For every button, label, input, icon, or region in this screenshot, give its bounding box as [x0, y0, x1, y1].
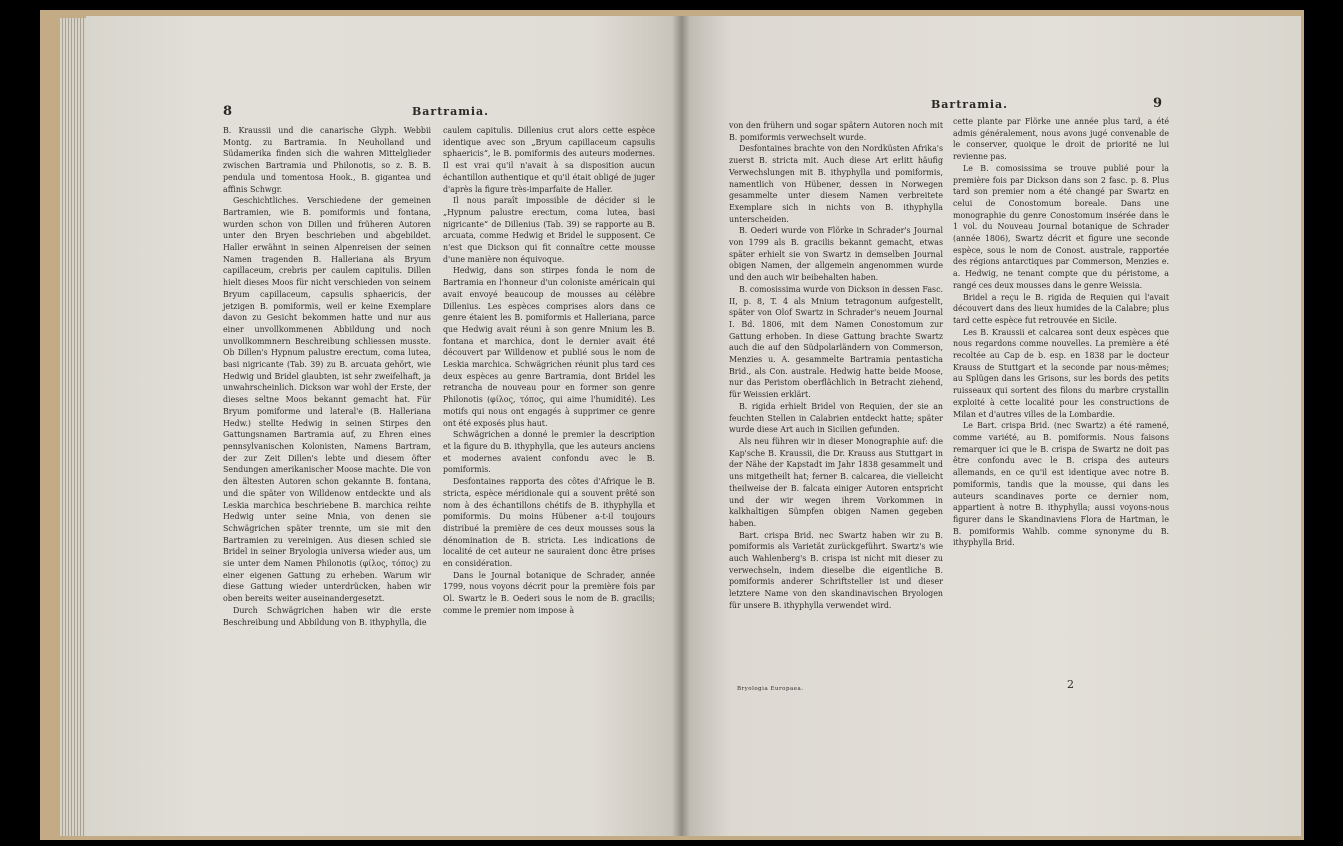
book-gutter: [672, 16, 690, 836]
paragraph: Dans le Journal botanique de Schrader, année 1799, nous voyons décrit pour la première fois par Ol. Swartz le B. Oederi sous le nom de B. gracilis; comme le premier nom impose à: [443, 570, 655, 615]
paragraph: Desfontaines brachte von den Nordküsten Afrika's zuerst B. stricta mit. Auch diese Art erlitt häufig Verwechslungen mit B. ithyphylla und pomiformis, namentlich von Hübener, dessen in Norwegen gesammelte unter diesem Namen verbreitete Exemplare sich in nichts von B. ithyphylla unterscheiden.: [729, 144, 943, 224]
signature-line: Bryologia Europaea.: [737, 686, 804, 692]
right-page: [681, 16, 1301, 836]
right-column-french: [443, 125, 655, 617]
paragraph: Bridel a reçu le B. rigida de Requien qui l'avait découvert dans des lieux humides de la Calabre; plus tard cette espèce fut retrouvée en Sicile.: [953, 292, 1169, 325]
left-page: [86, 16, 681, 836]
paragraph: Les B. Kraussii et calcarea sont deux espèces que nous regardons comme nouvelles. La première a été recoltée au Cap de b. esp. en 1838 par le docteur Krauss de Stuttgart et la seconde par nous-mêmes; au Splügen dans les Grisons, sur les bords des petits ruisseaux qui sortent des filons du marbre crystallin exploité à cette localité pour les constructions de Milan et d'autres villes de la Lombardie.: [953, 327, 1169, 419]
paragraph: Als neu führen wir in dieser Monographie auf: die Kap'sche B. Kraussii, die Dr. Krauss aus Stuttgart in der Nähe der Kapstadt im Jahr 1838 gesammelt und uns mitgetheilt hat; ferner B. calcarea, die vielleicht theilweise der B. falcata einiger Autoren entspricht und der wir wegen ihrem Vorkommen in kalkhaltigen Sümpfen obigen Namen gegeben haben.: [729, 436, 943, 528]
paragraph: Le Bart. crispa Brid. (nec Swartz) a été ramené, comme variété, au B. pomiformis. Nous faisons remarquer ici que le B. crispa de Swartz ne doit pas être confondu avec le B. crispa des auteurs allemands, en ce qu'il est identique avec notre B. pomiformis, tandis que la mousse, qui dans les auteurs scandinaves porte ce dernier nom, appartient à notre B. ithyphylla; aussi voyons-nous figurer dans le Skandinaviens Flora de Hartman, le B. pomiformis Wahlb. comme synonyme du B. ithyphylla Brid.: [953, 421, 1169, 548]
paragraph: cette plante par Flörke une année plus tard, a été admis généralement, nous avons jugé convenable de le conserver, quoique le droit de priorité ne lui revienne pas.: [953, 117, 1169, 162]
paragraph: Le B. comosissima se trouve publié pour la première fois par Dickson dans son 2 fasc. p. 8. Plus tard son premier nom a été changé par Swartz en celui de Conostomum boreale. Dans une monographie du genre Conostomum insérée dans le 1 vol. du Nouveau Journal botanique de Schrader (année 1806), Swartz décrit et figure une seconde espèce, sous le nom de Conost. australe, rapportée des régions antarctiques par Commerson, Menzies e. a. Hedwig, ne tenant compte que du péristome, a rangé ces deux mousses dans le genre Weissia.: [953, 163, 1169, 290]
paragraph: B. Oederi wurde von Flörke in Schrader's Journal von 1799 als B. gracilis bekannt gemacht, etwas später erhielt sie von Swartz in demselben Journal obigen Namen, der allgemein angenommen wurde und den auch wir beibehalten haben.: [729, 226, 943, 283]
right-column-french: [953, 116, 1169, 549]
paragraph: Desfontaines rapporta des côtes d'Afrique le B. stricta, espèce méridionale qui a souvent prêté son nom à des échantillons chétifs de B. ithyphylla et pomiformis. Du moins Hübener a-t-il toujours distribué la première de ces deux mousses sous la dénomination de B. stricta. Les indications de localité de cet auteur ne sauraient donc être prises en considération.: [443, 477, 655, 569]
left-column-german: [223, 125, 431, 628]
paragraph: B. comosissima wurde von Dickson in dessen Fasc. II, p. 8, T. 4 als Mnium tetragonum aufgestellt, später von Olof Swartz in Schrader's neuem Journal I. Bd. 1806, mit dem Namen Conostomum zur Gattung erhoben. In diese Gattung brachte Swartz auch die auf den Südpolarländern von Commerson, Menzies u. A. gesammelte Bartramia pentasticha Brid., als Con. australe. Hedwig hatte beide Moose, nur das Peristom oberflächlich in Betracht ziehend, für Weissien erklärt.: [729, 284, 943, 400]
running-head: Bartramia.: [412, 105, 489, 118]
paragraph: B. rigida erhielt Bridel von Requien, der sie an feuchten Stellen in Calabrien entdeckt hatte; später wurde diese Art auch in Sicilien gefunden.: [729, 401, 943, 435]
paragraph: Bart. crispa Brid. nec Swartz haben wir zu B. pomiformis als Varietät zurückgeführt. Swartz's wie auch Wahlenberg's B. crispa ist nicht mit dieser zu verwechseln, indem dieselbe die eigentliche B. pomiformis anderer Schriftsteller ist und dieser letztere Name von den skandinavischen Bryologen für unsere B. ithyphylla verwendet wird.: [729, 530, 943, 610]
paragraph: Hedwig, dans son stirpes fonda le nom de Bartramia en l'honneur d'un coloniste américain qui avait envoyé beaucoup de mousses au célèbre Dillenius. Les espèces comprises alors dans ce genre étaient les B. pomiformis et Halleriana, parce que Hedwig avait réuni à son genre Mnium les B. fontana et marchica, dont le dernier avait été découvert par Willdenow et publié sous le nom de Leskia marchica. Schwägrichen réunit plus tard ces deux espèces au genre Bartramia, dont Bridel les retrancha de nouveau pour en former son genre Philonotis (φίλος, τόπος, qui aime l'humidité). Les motifs qui nous ont engagés à supprimer ce genre ont été exposés plus haut.: [443, 266, 655, 428]
paragraph: Durch Schwägrichen haben wir die erste Beschreibung und Abbildung von B. ithyphylla, die: [223, 605, 431, 627]
paragraph: caulem capitulis. Dillenius crut alors cette espèce identique avec son „Bryum capillaceum capsulis sphaericis“, le B. pomiformis des auteurs modernes. Il est vrai qu'il n'avait à sa disposition aucun échantillon authentique et qu'il était obligé de juger d'après la figure très-imparfaite de Haller.: [443, 126, 655, 194]
page-edges: [60, 18, 88, 836]
paragraph: B. Kraussii und die canarische Glyph. Webbii Montg. zu Bartramia. In Neuholland und Südamerika finden sich die wahren Mittelglieder zwischen Bartramia und Philonotis, so z. B. B. pendula und tomentosa Hook., B. gigantea und affinis Schwgr.: [223, 126, 431, 194]
running-head: Bartramia.: [931, 98, 1008, 111]
page-number: 9: [1153, 96, 1163, 111]
page-number: 8: [223, 104, 233, 119]
left-column-german: [729, 120, 943, 612]
gathering-number: 2: [1067, 678, 1074, 691]
paragraph: Schwägrichen a donné le premier la description et la figure du B. ithyphylla, que les auteurs anciens et modernes avaient confondu avec le B. pomiformis.: [443, 430, 655, 475]
paragraph: Geschichtliches. Verschiedene der gemeinen Bartramien, wie B. pomiformis und fontana, wurden schon von Dillen und früheren Autoren unter den Bryen beschrieben und abgebildet. Haller erwähnt in seinen Alpenreisen der seinen Namen tragenden B. Halleriana als Bryum capillaceum, crebris per caulem capitulis. Dillen hielt dieses Moos für nicht verschieden von seinem Bryum capillaceum, capsulis sphaericis, der jetzigen B. pomiformis, weil er keine Exemplare davon zu Gesicht bekommen hatte und nur aus einer unvollkommenen Abbildung und noch unvollkommnern Beschreibung schliessen musste. Ob Dillen's Hypnum palustre erectum, coma lutea, basi nigricante (Tab. 39) zu B. arcuata gehört, wie Hedwig und Bridel glaubten, ist sehr zweifelhaft, ja unwahrscheinlich. Dickson war wohl der Erste, der dieses seltne Moos bekannt gemacht hat. Für Bryum pomiforme und lateral'e (B. Halleriana Hedw.) stellte Hedwig in seinen Stirpes den Gattungsnamen Bartramia auf, zu Ehren eines pennsylvanischen Kolonisten, Namens Bartram, der zur Zeit Dillen's lebte und diesem öfter Sendungen amerikanischer Moose machte. Die von den ältesten Autoren schon gekannte B. fontana, und die später von Willdenow entdeckte und als Leskia marchica beschriebene B. marchica reihte Hedwig unter seine Mnia, von denen sie Schwägrichen später trennte, um sie mit den Bartramien zu vereinigen. Aus diesen schied sie Bridel in seiner Bryologia universa wieder aus, um sie unter dem Namen Philonotis (φίλος, τόπος) zu einer eigenen Gattung zu erheben. Warum wir diese Gattung wieder unterdrücken, haben wir oben bereits weiter auseinandergesetzt.: [223, 196, 431, 604]
paragraph: von den frühern und sogar spätern Autoren noch mit B. pomiformis verwechselt wurde.: [729, 121, 943, 142]
paragraph: Il nous paraît impossible de décider si le „Hypnum palustre erectum, coma lutea, basi nigricante“ de Dillenius (Tab. 39) se rapporte au B. arcuata, comme Hedwig et Bridel le supposent. Ce n'est que Dickson qui fit connaître cette mousse d'une manière non équivoque.: [443, 196, 655, 264]
